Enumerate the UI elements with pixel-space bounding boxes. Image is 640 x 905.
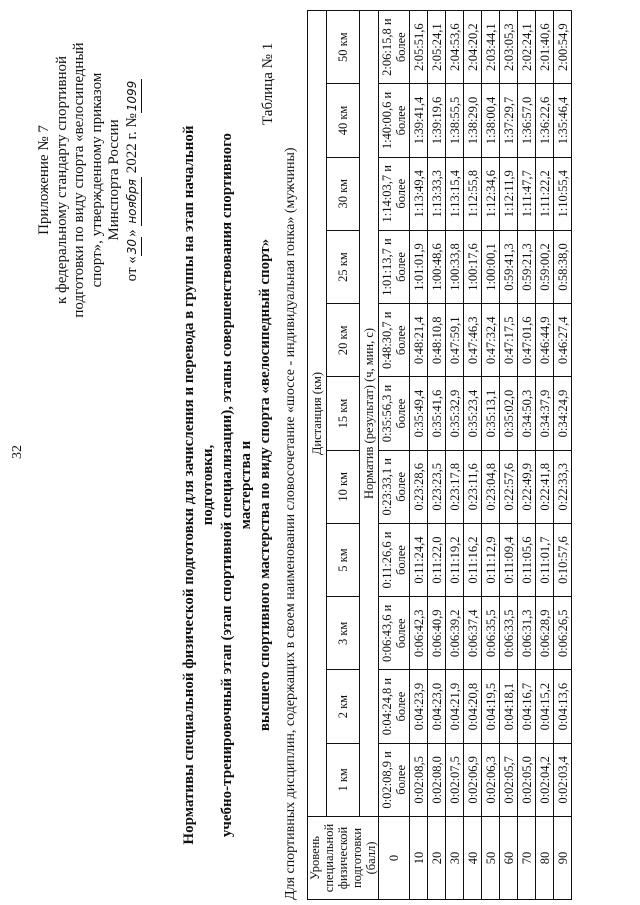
level-cell: 10 [410,817,428,900]
norm-cell: 0:35:32,9 [446,377,464,450]
level-cell: 90 [554,817,572,900]
norm-cell: 0:11:05,6 [518,523,536,596]
norm-cell: 0:04:24,8 и более [379,670,410,743]
distance-header-cell: 40 км [327,84,360,157]
appendix-line: подготовки по виду спорта «велосипедный [71,42,87,318]
norm-cell: 1:12:55,8 [464,157,482,230]
norm-cell: 0:11:12,9 [482,523,500,596]
norm-cell: 0:48:10,8 [428,304,446,377]
norm-cell: 0:06:26,5 [554,597,572,670]
level-cell: 0 [379,817,410,900]
level-header: Уровень специальной физической подготовки (балл) [308,817,379,900]
distance-header-cell: 5 км [327,523,360,596]
document-title [180,105,275,865]
norm-cell: 0:11:24,4 [410,523,428,596]
norm-cell: 0:59:21,3 [518,230,536,303]
norm-cell: 0:02:08,0 [428,743,446,816]
norm-cell: 1:36:57,0 [518,84,536,157]
norm-cell: 0:46:44,9 [536,304,554,377]
norm-cell: 0:22:33,3 [554,450,572,523]
norm-cell: 0:02:05,0 [518,743,536,816]
distance-header-cell: 30 км [327,157,360,230]
norm-cell: 0:11:01,7 [536,523,554,596]
norm-cell: 1:37:29,7 [500,84,518,157]
table-row [518,11,536,900]
date-prefix: от « [123,256,140,282]
norm-cell: 1:13:49,4 [410,157,428,230]
norm-cell: 2:03:05,3 [500,11,518,84]
level-cell: 40 [464,817,482,900]
date-month: ноября [124,177,143,226]
date-year: 2022 г. № [123,113,140,178]
norm-cell: 0:04:21,9 [446,670,464,743]
norm-cell: 0:04:23,0 [428,670,446,743]
distance-header-cell: 15 км [327,377,360,450]
table-row [464,11,482,900]
level-cell: 80 [536,817,554,900]
norm-cell: 0:59:00,2 [536,230,554,303]
norm-cell: 0:11:09,4 [500,523,518,596]
norm-cell: 0:06:28,9 [536,597,554,670]
norm-cell: 2:05:24,1 [428,11,446,84]
norm-cell: 0:23:11,6 [464,450,482,523]
appendix-line: спорт», утвержденному приказом [88,72,105,288]
norm-cell: 1:12:11,9 [500,157,518,230]
norm-cell: 1:11:47,7 [518,157,536,230]
table-label: Таблица № 1 [260,42,276,125]
norm-cell: 0:47:17,5 [500,304,518,377]
norm-cell: 0:02:05,7 [500,743,518,816]
norm-cell: 0:59:41,3 [500,230,518,303]
norm-cell: 0:02:03,4 [554,743,572,816]
date-day: 30 [124,237,143,256]
appendix-line: к федеральному стандарту спортивной [53,55,70,305]
norm-cell: 0:06:39,2 [446,597,464,670]
level-cell: 60 [500,817,518,900]
norm-cell: 0:06:42,3 [410,597,428,670]
norm-cell: 0:35:56,3 и более [379,377,410,450]
date-mid: » [123,225,140,237]
level-cell: 30 [446,817,464,900]
table-caption: Для спортивных дисциплин, содержащих в своем наименовании словосочетание «шоссе - индивидуальная гонка» (мужчины) [283,147,298,900]
norm-cell: 0:02:06,3 [482,743,500,816]
level-cell: 20 [428,817,446,900]
norm-cell: 1:00:48,6 [428,230,446,303]
table-row [379,11,410,900]
norm-cell: 0:23:33,1 и более [379,450,410,523]
norm-cell: 0:02:08,5 [410,743,428,816]
table-body [379,11,572,900]
norm-cell: 0:11:22,0 [428,523,446,596]
norm-cell: 0:35:13,1 [482,377,500,450]
norm-cell: 2:06:15,8 и более [379,11,410,84]
norm-cell: 1:00:33,8 [446,230,464,303]
norm-cell: 1:13:15,4 [446,157,464,230]
norm-cell: 0:04:23,9 [410,670,428,743]
norm-cell: 1:36:22,6 [536,84,554,157]
appendix-date-line [124,15,143,345]
norm-cell: 1:38:00,4 [482,84,500,157]
norm-cell: 0:06:31,3 [518,597,536,670]
table-row [428,11,446,900]
norm-cell: 1:01:01,9 [410,230,428,303]
distance-header: Дистанция (км) [308,11,327,817]
norms-table [307,10,572,900]
norm-cell: 2:04:20,2 [464,11,482,84]
page-number: 32 [10,445,25,459]
norm-cell: 0:47:01,6 [518,304,536,377]
norm-cell: 2:01:40,6 [536,11,554,84]
norm-cell: 1:35:46,4 [554,84,572,157]
norm-cell: 1:01:13,7 и более [379,230,410,303]
norm-cell: 0:35:49,4 [410,377,428,450]
norm-cell: 2:03:44,1 [482,11,500,84]
norm-cell: 0:02:06,9 [464,743,482,816]
norm-cell: 1:14:03,7 и более [379,157,410,230]
norm-cell: 0:22:57,6 [500,450,518,523]
distance-header-cell: 50 км [327,11,360,84]
norm-cell: 0:04:20,8 [464,670,482,743]
title-line: высшего спортивного мастерства по виду спорта «велосипедный спорт» [257,238,273,732]
order-number: 1099 [124,79,143,114]
norm-cell: 2:02:24,1 [518,11,536,84]
norm-cell: 1:38:29,0 [464,84,482,157]
table-row [446,11,464,900]
norm-cell: 0:06:37,4 [464,597,482,670]
norm-cell: 0:22:49,9 [518,450,536,523]
norm-cell: 0:06:35,5 [482,597,500,670]
norm-cell: 0:23:23,5 [428,450,446,523]
norm-cell: 0:04:18,1 [500,670,518,743]
norm-cell: 2:00:54,9 [554,11,572,84]
norm-cell: 0:35:02,0 [500,377,518,450]
norm-cell: 0:02:08,9 и более [379,743,410,816]
table-row [536,11,554,900]
norm-cell: 0:11:19,2 [446,523,464,596]
norm-cell: 0:47:32,4 [482,304,500,377]
norm-cell: 1:39:19,6 [428,84,446,157]
table-row [500,11,518,900]
norm-cell: 0:02:07,5 [446,743,464,816]
norm-cell: 1:40:00,6 и более [379,84,410,157]
norm-cell: 0:47:46,3 [464,304,482,377]
norm-cell: 0:10:57,6 [554,523,572,596]
norm-cell: 0:06:40,9 [428,597,446,670]
norm-cell: 0:06:43,6 и более [379,597,410,670]
norm-cell: 0:47:59,1 [446,304,464,377]
norm-cell: 0:02:04,2 [536,743,554,816]
norm-cell: 0:11:16,2 [464,523,482,596]
norm-cell: 0:04:16,7 [518,670,536,743]
level-cell: 50 [482,817,500,900]
title-line: учебно-тренировочный этап (этап спортивной специализации), этапы совершенствования спортивного мастерства и [219,132,254,838]
norm-cell: 0:35:23,4 [464,377,482,450]
norm-header: Норматив (результат) (ч, мин, с) [359,11,378,817]
norm-cell: 1:12:34,6 [482,157,500,230]
norm-cell: 0:35:41,6 [428,377,446,450]
level-cell: 70 [518,817,536,900]
norm-cell: 0:23:17,8 [446,450,464,523]
norm-cell: 1:00:00,1 [482,230,500,303]
norm-cell: 0:34:37,9 [536,377,554,450]
distance-header-cell: 2 км [327,670,360,743]
distance-header-cell: 3 км [327,597,360,670]
table-row [410,11,428,900]
norm-cell: 1:13:33,3 [428,157,446,230]
distance-header-cell: 1 км [327,743,360,816]
appendix-header [36,15,142,345]
norm-cell: 2:05:51,6 [410,11,428,84]
table-row [482,11,500,900]
norm-cell: 0:48:30,7 и более [379,304,410,377]
norm-cell: 1:00:17,6 [464,230,482,303]
distance-header-cell: 10 км [327,450,360,523]
norm-cell: 0:34:24,9 [554,377,572,450]
norm-cell: 0:23:28,6 [410,450,428,523]
title-line: Нормативы специальной физической подготовки для зачисления и перевода в группы на этап начальной подготовки, [181,125,216,845]
norm-cell: 0:04:13,6 [554,670,572,743]
norm-cell: 0:48:21,4 [410,304,428,377]
distance-header-cell: 25 км [327,230,360,303]
norm-cell: 0:22:41,8 [536,450,554,523]
norm-cell: 1:38:55,5 [446,84,464,157]
appendix-line: Приложение № 7 [36,125,52,235]
norm-cell: 0:06:33,5 [500,597,518,670]
norm-cell: 0:23:04,8 [482,450,500,523]
distance-header-cell: 20 км [327,304,360,377]
norm-cell: 0:04:19,5 [482,670,500,743]
appendix-line: Минспорта России [106,119,122,241]
norm-cell: 1:10:55,4 [554,157,572,230]
norm-cell: 1:39:41,4 [410,84,428,157]
norm-cell: 0:46:27,4 [554,304,572,377]
norm-cell: 0:58:38,0 [554,230,572,303]
norm-cell: 0:04:15,2 [536,670,554,743]
norm-cell: 0:11:26,6 и более [379,523,410,596]
norm-cell: 0:34:50,3 [518,377,536,450]
table-row [554,11,572,900]
norm-cell: 1:11:22,2 [536,157,554,230]
norm-cell: 2:04:53,6 [446,11,464,84]
distance-row [327,11,360,900]
